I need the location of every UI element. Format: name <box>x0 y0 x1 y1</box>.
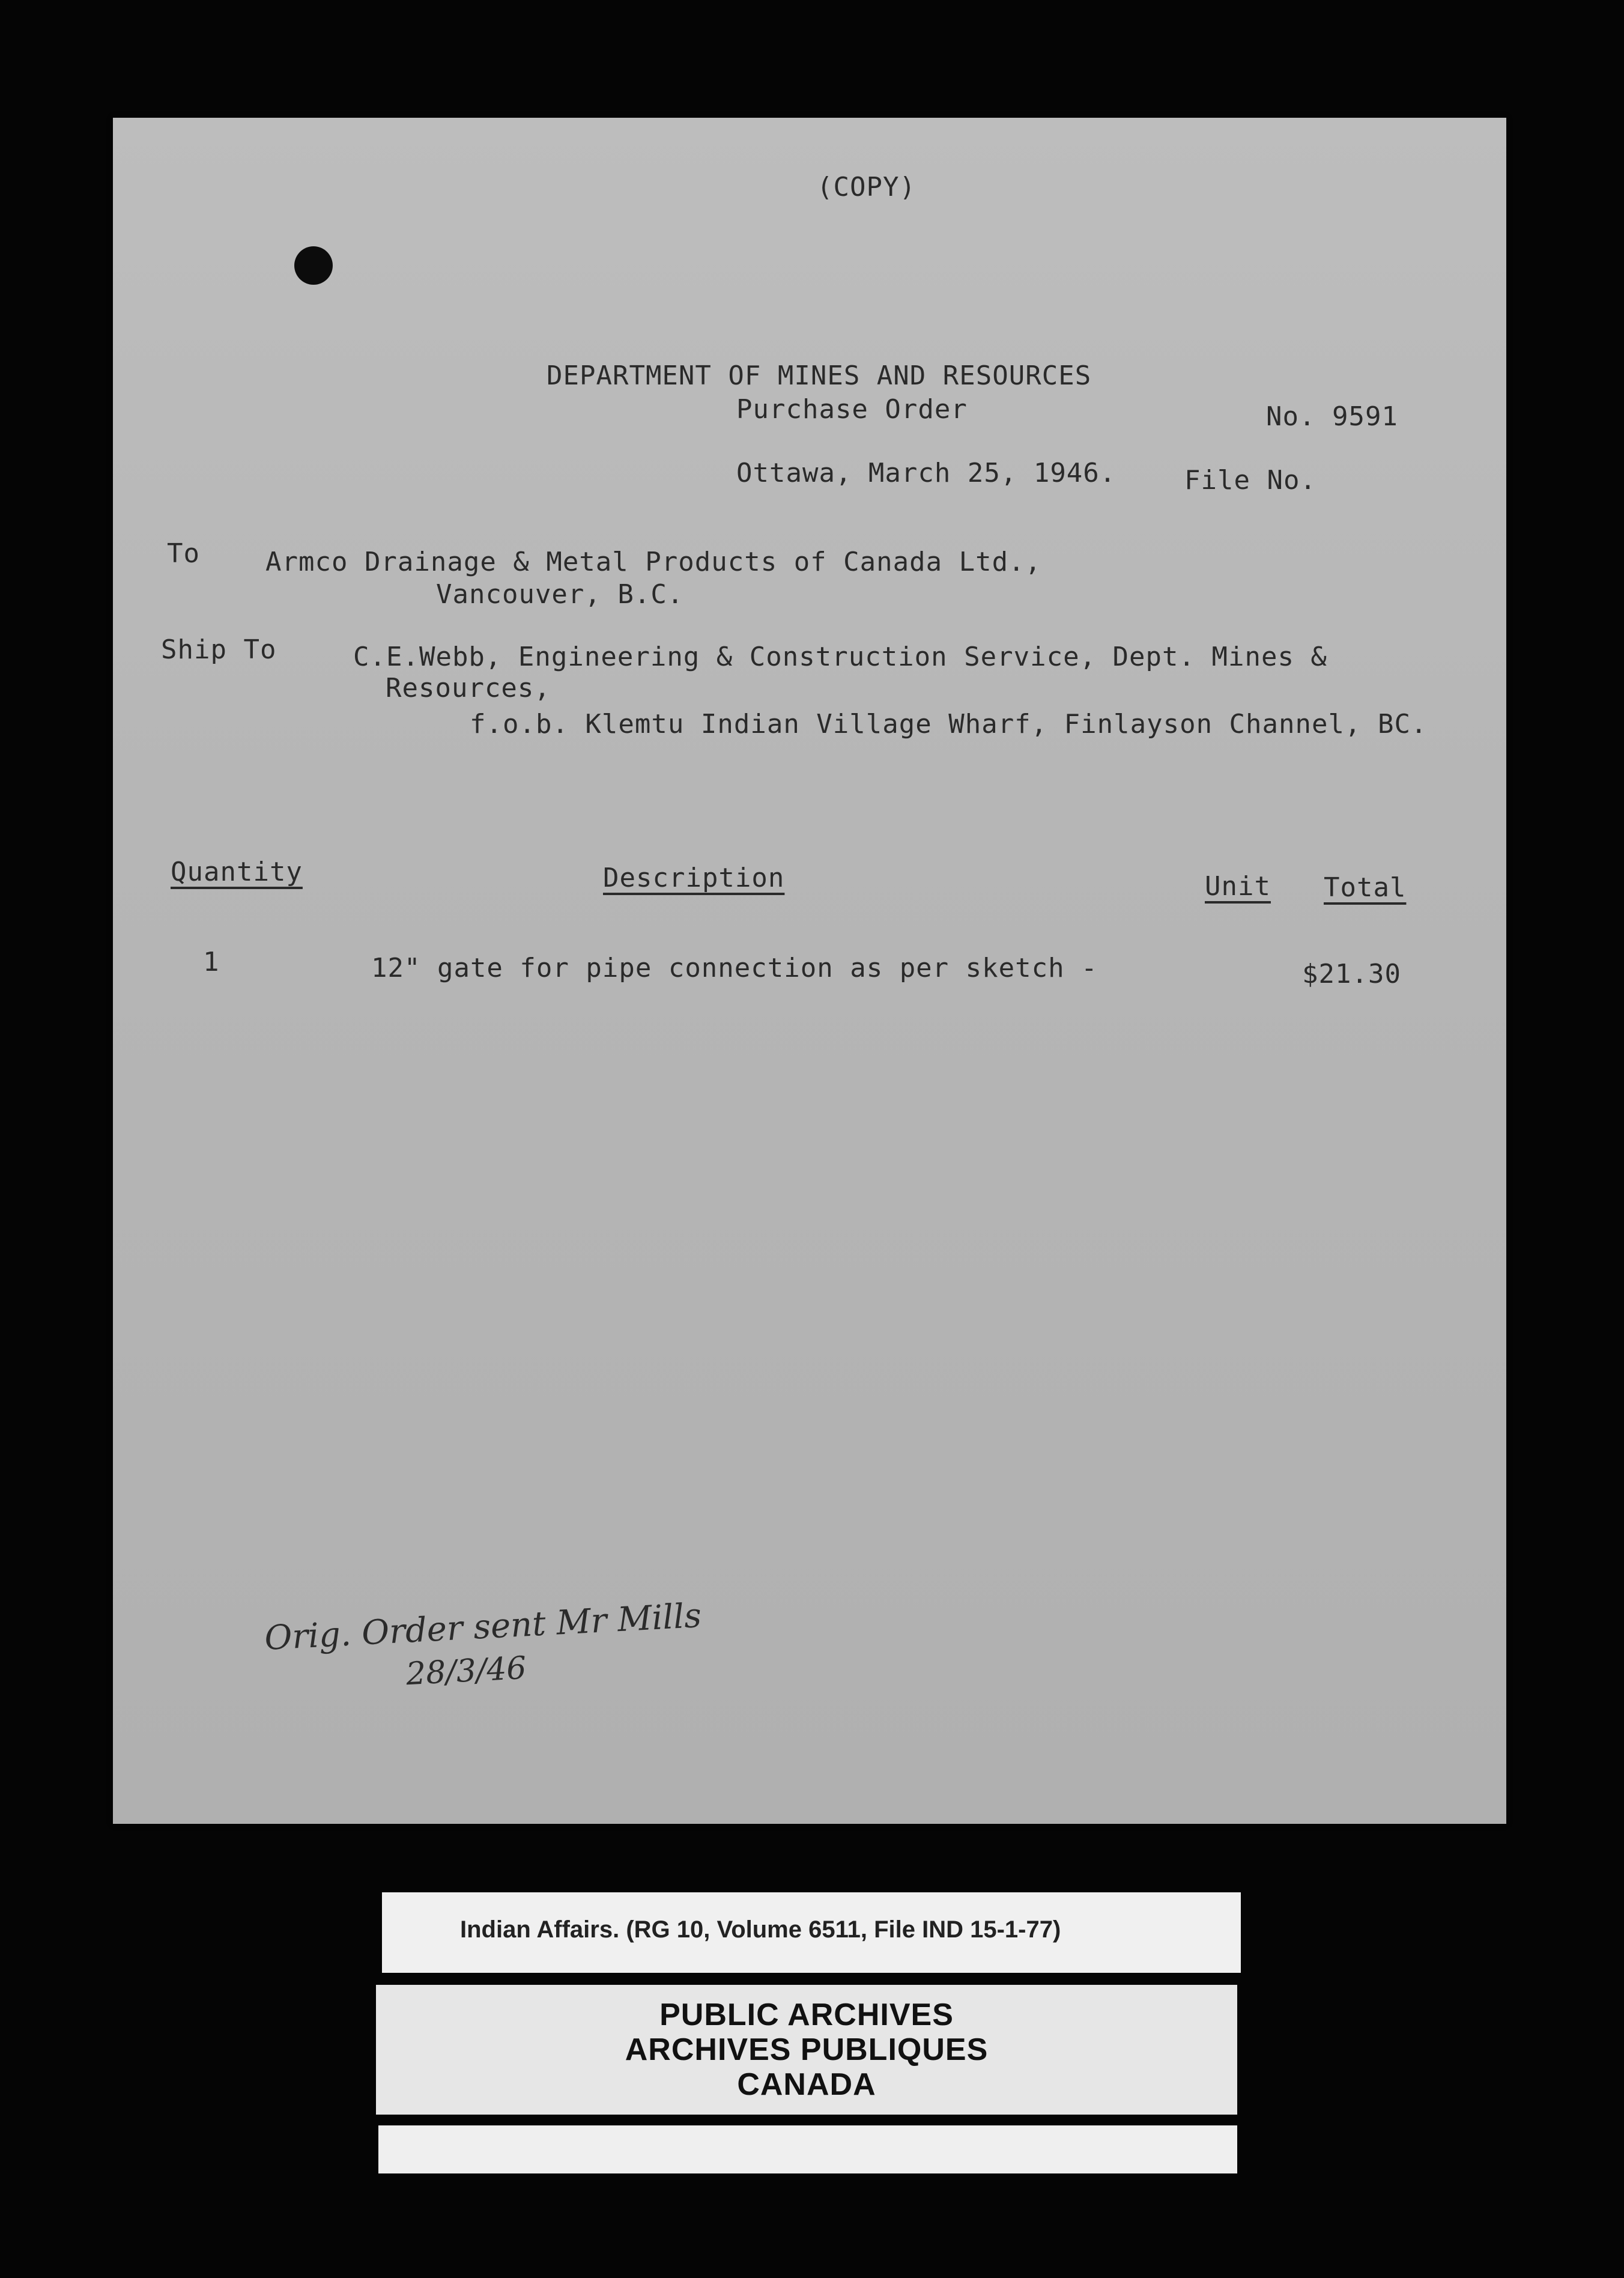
ship-to-label: Ship To <box>161 634 277 665</box>
ship-to-line-2: Resources, <box>386 673 551 703</box>
column-header-description: Description <box>603 863 785 893</box>
ship-to-line-3: f.o.b. Klemtu Indian Village Wharf, Finlayson Channel, BC. <box>470 709 1428 740</box>
label-strip <box>378 2125 1237 2173</box>
archive-reference-label <box>382 1892 1241 1973</box>
purchase-order-page <box>113 118 1506 1824</box>
item-total: $21.30 <box>1302 959 1401 989</box>
handwritten-note-line-1: Orig. Order sent Mr Mills <box>263 1596 703 1659</box>
stamp-line-1: PUBLIC ARCHIVES <box>659 1997 954 2032</box>
column-header-total: Total <box>1324 872 1407 903</box>
column-header-quantity: Quantity <box>171 857 303 887</box>
column-header-unit: Unit <box>1205 871 1271 902</box>
order-number: No. 9591 <box>1266 401 1398 432</box>
place-date: Ottawa, March 25, 1946. <box>736 458 1116 488</box>
form-title: Purchase Order <box>736 394 968 425</box>
ship-to-line-1: C.E.Webb, Engineering & Construction Service, Dept. Mines & <box>353 642 1327 672</box>
file-number-label: File No. <box>1184 465 1316 496</box>
stamp-line-3: CANADA <box>737 2067 876 2102</box>
department-heading: DEPARTMENT OF MINES AND RESOURCES <box>547 360 1092 391</box>
punch-hole <box>294 246 333 285</box>
item-quantity: 1 <box>203 947 220 977</box>
archives-stamp <box>376 1985 1237 2115</box>
to-address-line-1: Armco Drainage & Metal Products of Canada Ltd., <box>265 547 1042 577</box>
to-address-line-2: Vancouver, B.C. <box>436 579 684 610</box>
handwritten-note-date: 28/3/46 <box>405 1650 527 1693</box>
item-description: 12" gate for pipe connection as per sketch - <box>371 953 1098 983</box>
to-label: To <box>167 538 200 569</box>
copy-mark: (COPY) <box>817 172 916 202</box>
archive-reference-text: Indian Affairs. (RG 10, Volume 6511, File IND 15-1-77) <box>460 1916 1061 1943</box>
stamp-line-2: ARCHIVES PUBLIQUES <box>625 2032 989 2067</box>
